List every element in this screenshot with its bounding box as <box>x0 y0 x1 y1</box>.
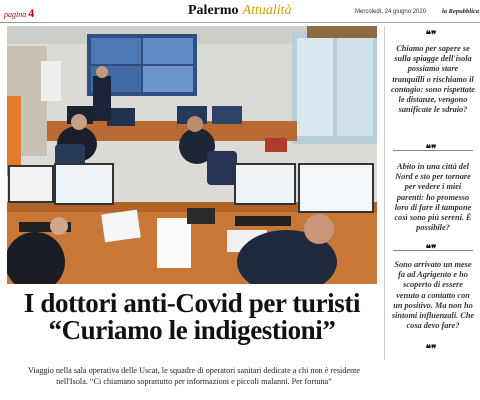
page-label <box>4 6 34 21</box>
question-2: Abito in una città del Nord e sto per tornare per vedere i miei parenti: ho promesso loro di fare il tampone così sono più sereni. È possibile? <box>394 162 472 233</box>
article-photo <box>7 26 377 284</box>
section-title <box>188 3 292 19</box>
section-name: Palermo <box>188 3 239 18</box>
section-subtitle: Attualità <box>242 3 292 18</box>
publication-date: Mercoledì, 24 giugno 2020 <box>355 9 427 15</box>
quote-mark-icon: ❝❞ <box>425 144 437 155</box>
question-3: Sono arrivato un mese fa ad Agrigento e ho scoperto di essere venuto a contatto con un positivo. Ma non ho sintomi influenzali. Che cosa devo fare? <box>391 260 475 331</box>
page-header <box>0 0 480 23</box>
page-label-text: pagina <box>4 10 27 19</box>
quote-mark-icon: ❝❞ <box>425 344 437 355</box>
question-1: Chiamo per sapere se sulla spiagge dell'isola possiamo stare tranquilli o rischiamo il contagio: sono rispettate le distanze, vengono sanificate le sdraio? <box>391 44 475 115</box>
operations-room-photo <box>7 26 377 284</box>
headline-line-2: “Curiamo le indigestioni” <box>48 315 336 345</box>
headline-line-1: I dottori anti-Covid per turisti <box>23 288 361 318</box>
quote-mark-icon: ❝❞ <box>425 30 437 41</box>
quote-mark-icon: ❝❞ <box>425 244 437 255</box>
article-lede: Viaggio nella sala operativa delle Uscat, le squadre di operatori sanitari dedicate a chi non è residente nell'Isola. “Ci chiamano soprattutto per informazioni e piccoli malanni. Per fortuna” <box>27 366 361 386</box>
sidebar-questions <box>384 26 477 360</box>
newspaper-logo: la Repubblica <box>442 8 480 15</box>
page-number: 4 <box>28 6 35 20</box>
